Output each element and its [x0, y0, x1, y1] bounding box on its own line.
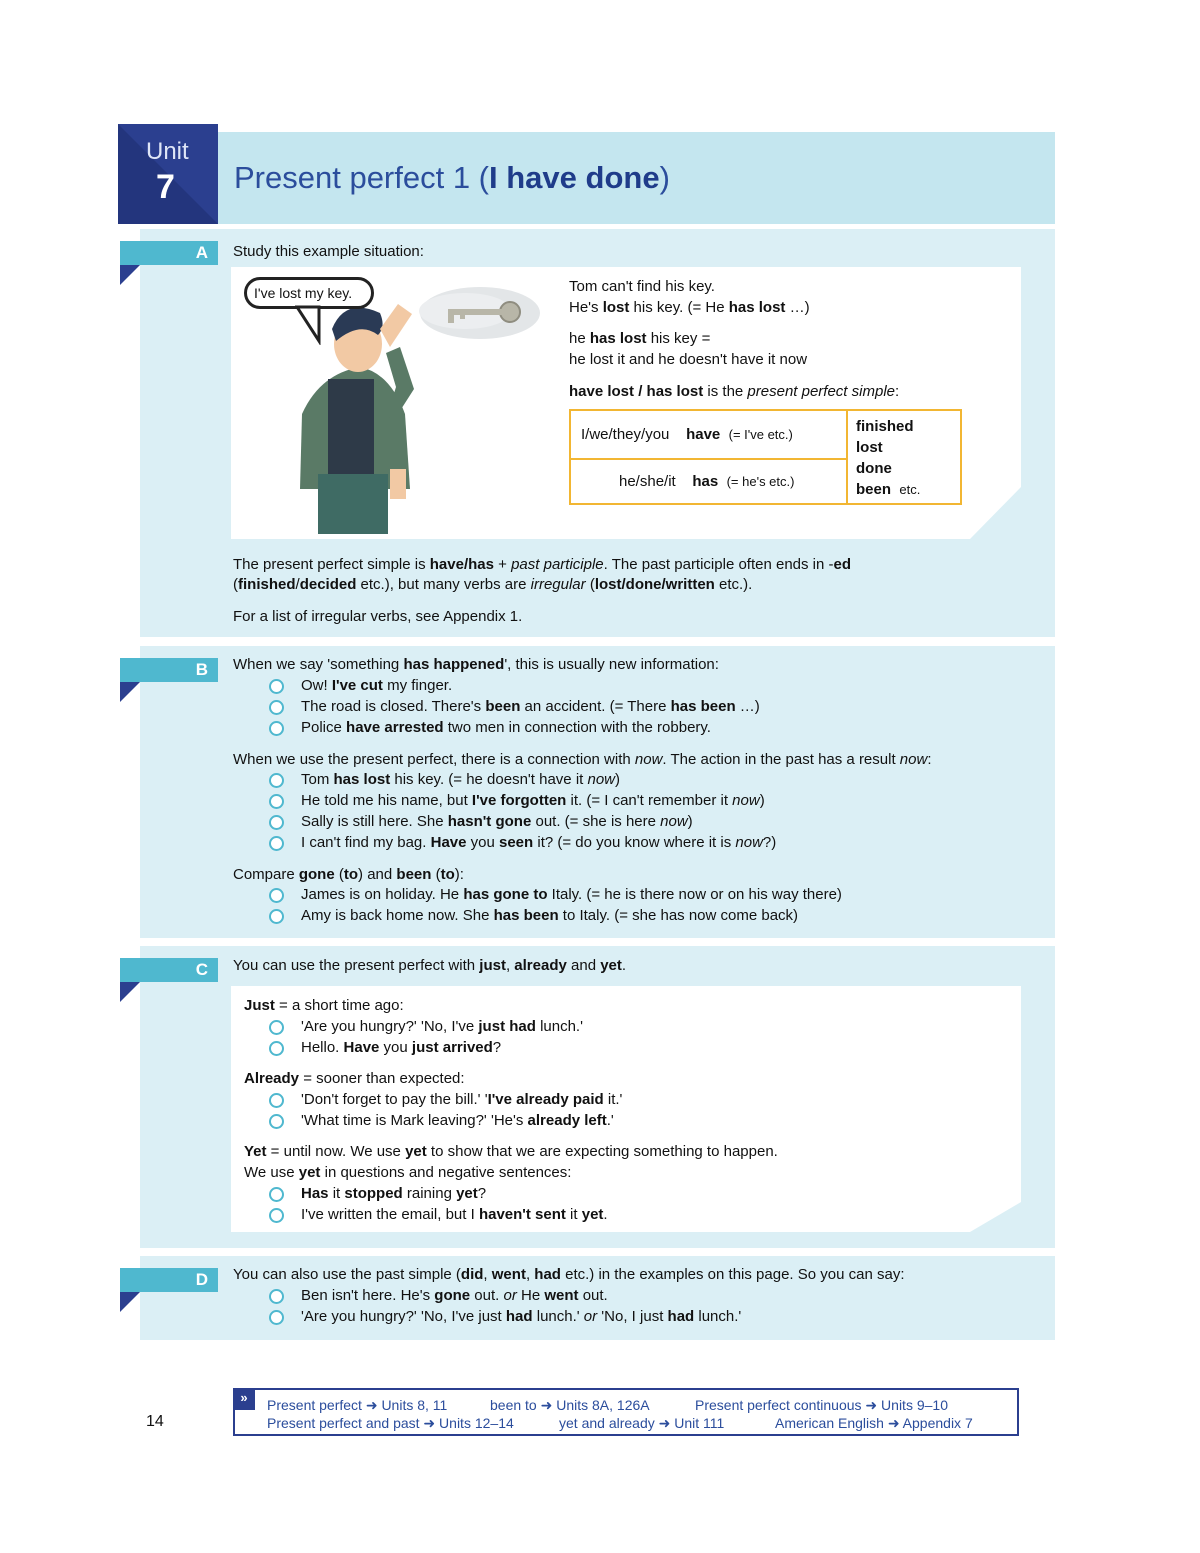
- example-sentence: He told me his name, but I've forgotten it. (= I can't remember it now): [301, 792, 765, 809]
- conjugation-table: [569, 409, 962, 505]
- explanation-line: he lost it and he doesn't have it now: [569, 351, 808, 368]
- bullet-circle-icon: [269, 794, 284, 809]
- speech-bubble: I've lost my key.: [244, 277, 374, 309]
- bullet-circle-icon: [269, 1020, 284, 1035]
- bullet-circle-icon: [269, 1093, 284, 1108]
- example-sentence: 'Don't forget to pay the bill.' 'I've already paid it.': [301, 1091, 623, 1108]
- panel-corner-cut: [970, 1202, 1021, 1232]
- yet-definition: We use yet in questions and negative sentences:: [244, 1164, 572, 1181]
- example-sentence: I can't find my bag. Have you seen it? (= do you know where it is now?): [301, 834, 777, 851]
- example-sentence: James is on holiday. He has gone to Italy. (= he is there now or on his way there): [301, 886, 842, 903]
- unit-label: Unit: [146, 138, 189, 165]
- example-sentence: 'What time is Mark leaving?' 'He's already left.': [301, 1112, 614, 1129]
- bullet-circle-icon: [269, 1114, 284, 1129]
- unit-badge: [118, 124, 218, 224]
- cross-reference-link[interactable]: been to ➜ Units 8A, 126A: [490, 1397, 650, 1413]
- participle-list: finished lost done been etc.: [856, 418, 921, 498]
- section-d: [140, 1256, 1055, 1340]
- note-line: For a list of irregular verbs, see Appendix 1.: [233, 608, 523, 625]
- page-number: 14: [146, 1413, 164, 1430]
- cross-reference-box: [233, 1388, 1019, 1436]
- note-line: The present perfect simple is have/has + past participle. The past participle often ends in -ed: [233, 556, 852, 573]
- title-bar: [218, 132, 1055, 224]
- bullet-circle-icon: [269, 836, 284, 851]
- example-sentence: Sally is still here. She hasn't gone out. (= she is here now): [301, 813, 693, 830]
- example-sentence: I've written the email, but I haven't sent it yet.: [301, 1206, 608, 1223]
- bullet-circle-icon: [269, 1289, 284, 1304]
- section-d-intro: You can also use the past simple (did, went, had etc.) in the examples on this page. So you can say:: [233, 1266, 905, 1283]
- section-tab-d: D: [120, 1268, 218, 1292]
- section-b: [140, 646, 1055, 938]
- note-line: (finished/decided etc.), but many verbs are irregular (lost/done/written etc.).: [233, 576, 753, 593]
- explanation-line: have lost / has lost is the present perfect simple:: [569, 383, 900, 400]
- example-sentence: Tom has lost his key. (= he doesn't have it now): [301, 771, 621, 788]
- example-sentence: Has it stopped raining yet?: [301, 1185, 487, 1202]
- example-sentence: Ow! I've cut my finger.: [301, 677, 453, 694]
- section-tab-a: A: [120, 241, 218, 265]
- page-title: Present perfect 1 (I have done): [234, 160, 670, 195]
- cross-reference-link[interactable]: Present perfect and past ➜ Units 12–14: [267, 1415, 514, 1431]
- section-a-intro: Study this example situation:: [233, 243, 424, 260]
- cross-reference-link[interactable]: American English ➜ Appendix 7: [775, 1415, 973, 1431]
- table-cell: I/we/they/you have (= I've etc.): [581, 426, 793, 443]
- section-c-intro: You can use the present perfect with just, already and yet.: [233, 957, 627, 974]
- yet-definition: Yet = until now. We use yet to show that we are expecting something to happen.: [244, 1143, 778, 1160]
- cross-reference-link[interactable]: yet and already ➜ Unit 111: [559, 1415, 725, 1431]
- section-tab-b: B: [120, 658, 218, 682]
- table-cell: he/she/it has (= he's etc.): [619, 473, 795, 490]
- bullet-circle-icon: [269, 700, 284, 715]
- section-c: [140, 946, 1055, 1248]
- bullet-circle-icon: [269, 909, 284, 924]
- section-tab-c: C: [120, 958, 218, 982]
- bullet-circle-icon: [269, 1041, 284, 1056]
- bullet-circle-icon: [269, 815, 284, 830]
- section-b-intro: When we say 'something has happened', this is usually new information:: [233, 656, 719, 673]
- man-lost-key-illustration: [240, 269, 540, 537]
- bullet-circle-icon: [269, 1187, 284, 1202]
- bullet-circle-icon: [269, 679, 284, 694]
- already-definition: Already = sooner than expected:: [244, 1070, 465, 1087]
- example-sentence: Hello. Have you just arrived?: [301, 1039, 502, 1056]
- bullet-circle-icon: [269, 721, 284, 736]
- example-sentence: 'Are you hungry?' 'No, I've just had lunch.' or 'No, I just had lunch.': [301, 1308, 742, 1325]
- explanation-line: He's lost his key. (= He has lost …): [569, 299, 810, 316]
- example-sentence: The road is closed. There's been an accident. (= There has been …): [301, 698, 760, 715]
- section-b-intro: When we use the present perfect, there is a connection with now. The action in the past has a result now:: [233, 751, 932, 768]
- cross-reference-link[interactable]: Present perfect continuous ➜ Units 9–10: [695, 1397, 948, 1413]
- just-definition: Just = a short time ago:: [244, 997, 404, 1014]
- explanation-line: Tom can't find his key.: [569, 278, 715, 295]
- double-arrow-icon: »: [233, 1388, 255, 1410]
- explanation-line: he has lost his key =: [569, 330, 711, 347]
- example-sentence: 'Are you hungry?' 'No, I've just had lunch.': [301, 1018, 583, 1035]
- example-sentence: Amy is back home now. She has been to Italy. (= she has now come back): [301, 907, 799, 924]
- example-sentence: Ben isn't here. He's gone out. or He went out.: [301, 1287, 608, 1304]
- cross-reference-link[interactable]: Present perfect ➜ Units 8, 11: [267, 1397, 448, 1413]
- bullet-circle-icon: [269, 773, 284, 788]
- bullet-circle-icon: [269, 1310, 284, 1325]
- example-sentence: Police have arrested two men in connection with the robbery.: [301, 719, 711, 736]
- section-b-intro: Compare gone (to) and been (to):: [233, 866, 464, 883]
- bullet-circle-icon: [269, 1208, 284, 1223]
- unit-number: 7: [156, 168, 175, 206]
- speech-bubble-tail: [295, 305, 325, 345]
- bullet-circle-icon: [269, 888, 284, 903]
